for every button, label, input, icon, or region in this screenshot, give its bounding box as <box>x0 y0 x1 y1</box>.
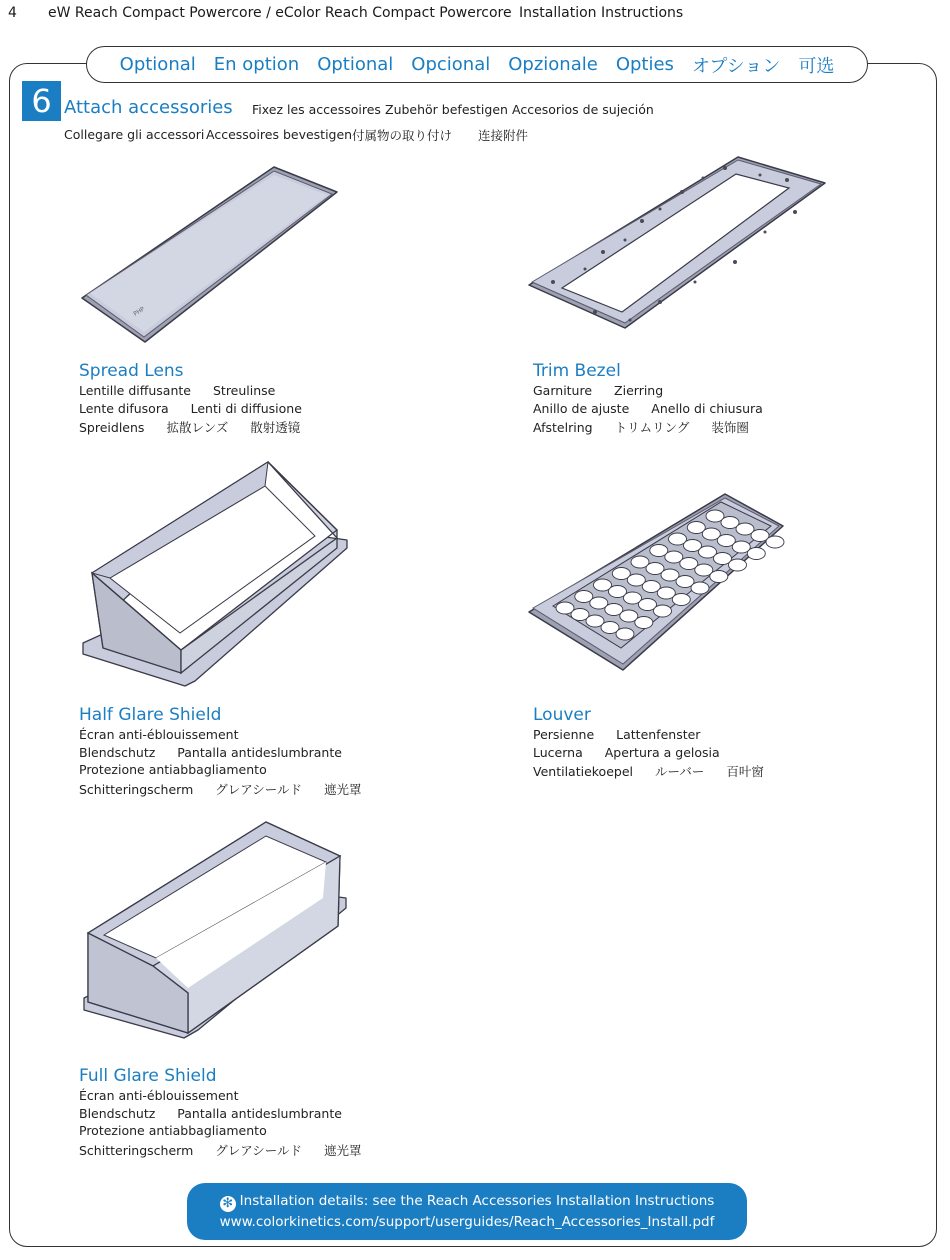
half-glare-shield-title: Half Glare Shield <box>79 705 222 725</box>
louver-cell <box>710 571 728 583</box>
trim-bezel-translation: Garniture <box>533 383 593 398</box>
step-title-zh: 连接附件 <box>478 128 529 143</box>
product-title: eW Reach Compact Powercore / eColor Reach Compact Powercore <box>48 5 512 21</box>
full-glare-shield-title: Full Glare Shield <box>79 1066 217 1086</box>
spread-lens-translation: Lenti di diffusione <box>190 400 302 416</box>
full-glare-shield-illustration <box>78 818 353 1043</box>
louver-cell <box>747 548 765 560</box>
trim-bezel-translation-line <box>533 401 785 416</box>
half-glare-shield-translation: グレアシールド <box>215 781 303 797</box>
louver-translation: 百叶窗 <box>726 764 764 779</box>
trim-bezel-translation: トリムリング <box>614 420 690 435</box>
half-glare-shield-translation: Schitteringscherm <box>79 781 194 797</box>
trim-bezel-translation: Anello di chiusura <box>651 400 763 416</box>
step-title-ja: 付属物の取り付け <box>352 128 453 143</box>
optional-label-de: Optional <box>317 54 394 75</box>
spread-lens-translation: 散射透镜 <box>250 420 301 435</box>
installation-note-url[interactable]: www.colorkinetics.com/support/userguides/Reach_Accessories_Install.pdf <box>219 1213 715 1230</box>
step-title-de: Zubehör befestigen <box>385 102 508 117</box>
half-glare-shield-translation-line <box>79 727 260 742</box>
asterisk-icon: ✻ <box>220 1196 236 1212</box>
spread-lens-illustration <box>75 162 345 347</box>
louver-translation-line <box>533 745 742 760</box>
trim-bezel-translation: Zierring <box>614 383 664 398</box>
louver-translation-line <box>533 762 786 780</box>
louver-translation-line <box>533 727 722 742</box>
louver-cell <box>729 559 747 571</box>
full-glare-shield-translation: Schitteringscherm <box>79 1142 194 1158</box>
document-type: Installation Instructions <box>519 5 684 21</box>
half-glare-shield-translation: Blendschutz <box>79 744 156 760</box>
half-glare-shield-translation: 遮光罩 <box>324 781 362 797</box>
louver-cell <box>691 582 709 594</box>
optional-label-en: Optional <box>119 54 196 75</box>
full-glare-shield-translation: Protezione antiabbagliamento <box>79 1123 267 1138</box>
louver-translation: Persienne <box>533 727 595 742</box>
half-glare-shield-translation-line <box>79 762 289 777</box>
full-glare-shield-translation: グレアシールド <box>215 1142 303 1158</box>
louver-translation: Lattenfenster <box>616 727 701 742</box>
louver-translation: Apertura a gelosia <box>604 744 720 760</box>
spread-lens-translation-line <box>79 401 324 416</box>
page-number: 4 <box>8 5 17 21</box>
louver-translation: ルーバー <box>655 764 705 779</box>
louver-translation: Ventilatiekoepel <box>533 764 633 779</box>
trim-bezel-translation-line <box>533 418 771 436</box>
half-glare-shield-translation-line <box>79 745 364 760</box>
trim-bezel-title: Trim Bezel <box>533 361 621 381</box>
spread-lens-translation: Spreidlens <box>79 420 145 435</box>
optional-label-zh: 可选 <box>798 55 835 77</box>
optional-label-ja: オプション <box>691 55 781 77</box>
spread-lens-translation: Streulinse <box>212 383 276 398</box>
optional-label-it: Opzionale <box>508 54 598 75</box>
full-glare-shield-translation-line <box>79 1123 289 1138</box>
installation-note-line1: ✻ Installation details: see the Reach Accessories Installation Instructions <box>220 1191 715 1212</box>
half-glare-shield-illustration <box>75 458 355 690</box>
spread-lens-translation: Lentille diffusante <box>79 383 191 398</box>
louver-cell <box>672 594 690 606</box>
full-glare-shield-translation: Pantalla antideslumbrante <box>177 1105 342 1121</box>
page-header <box>8 5 942 23</box>
trim-bezel-translation-line <box>533 383 685 398</box>
full-glare-shield-translation-line <box>79 1088 260 1103</box>
full-glare-shield-translation-line <box>79 1141 384 1159</box>
full-glare-shield-translation: 遮光罩 <box>324 1142 362 1158</box>
spread-lens-translation: Lente difusora <box>79 400 169 416</box>
half-glare-shield-translation: Pantalla antideslumbrante <box>177 744 342 760</box>
optional-label-fr: En option <box>213 54 300 75</box>
spread-lens-title: Spread Lens <box>79 361 184 381</box>
optional-label-nl: Opties <box>615 54 674 75</box>
louver-translation: Lucerna <box>533 744 583 760</box>
trim-bezel-translation: Anillo de ajuste <box>533 400 630 416</box>
louver-title: Louver <box>533 705 591 725</box>
full-glare-shield-translation: Écran anti-éblouissement <box>79 1088 239 1103</box>
spread-lens-translation-line <box>79 418 322 436</box>
louver-illustration <box>525 488 787 676</box>
full-glare-shield-translation-line <box>79 1106 364 1121</box>
installation-note <box>187 1183 747 1240</box>
half-glare-shield-translation: Écran anti-éblouissement <box>79 727 239 742</box>
louver-cell <box>635 617 653 629</box>
optional-banner <box>86 46 868 83</box>
louver-cell <box>616 628 634 640</box>
step-title-nl: Accessoires bevestigen <box>206 127 353 142</box>
step-title-it: Collegare gli accessori <box>64 127 205 142</box>
louver-cell <box>766 536 784 548</box>
trim-bezel-translation: Afstelring <box>533 420 593 435</box>
svg-text:PHP: PHP <box>132 305 147 318</box>
step-title-fr: Fixez les accessoires <box>252 102 381 117</box>
half-glare-shield-translation: Protezione antiabbagliamento <box>79 762 267 777</box>
full-glare-shield-translation: Blendschutz <box>79 1105 156 1121</box>
step-title: Attach accessories <box>64 97 233 118</box>
spread-lens-translation: 拡散レンズ <box>166 420 229 435</box>
half-glare-shield-translation-line <box>79 780 384 798</box>
trim-bezel-illustration <box>525 152 830 332</box>
step-title-es: Accesorios de sujeción <box>512 102 654 117</box>
louver-cell <box>654 605 672 617</box>
trim-bezel-translation: 装饰圈 <box>711 420 749 435</box>
step-number-badge: 6 <box>22 81 61 121</box>
optional-label-es: Opcional <box>411 54 491 75</box>
spread-lens-translation-line <box>79 383 297 398</box>
